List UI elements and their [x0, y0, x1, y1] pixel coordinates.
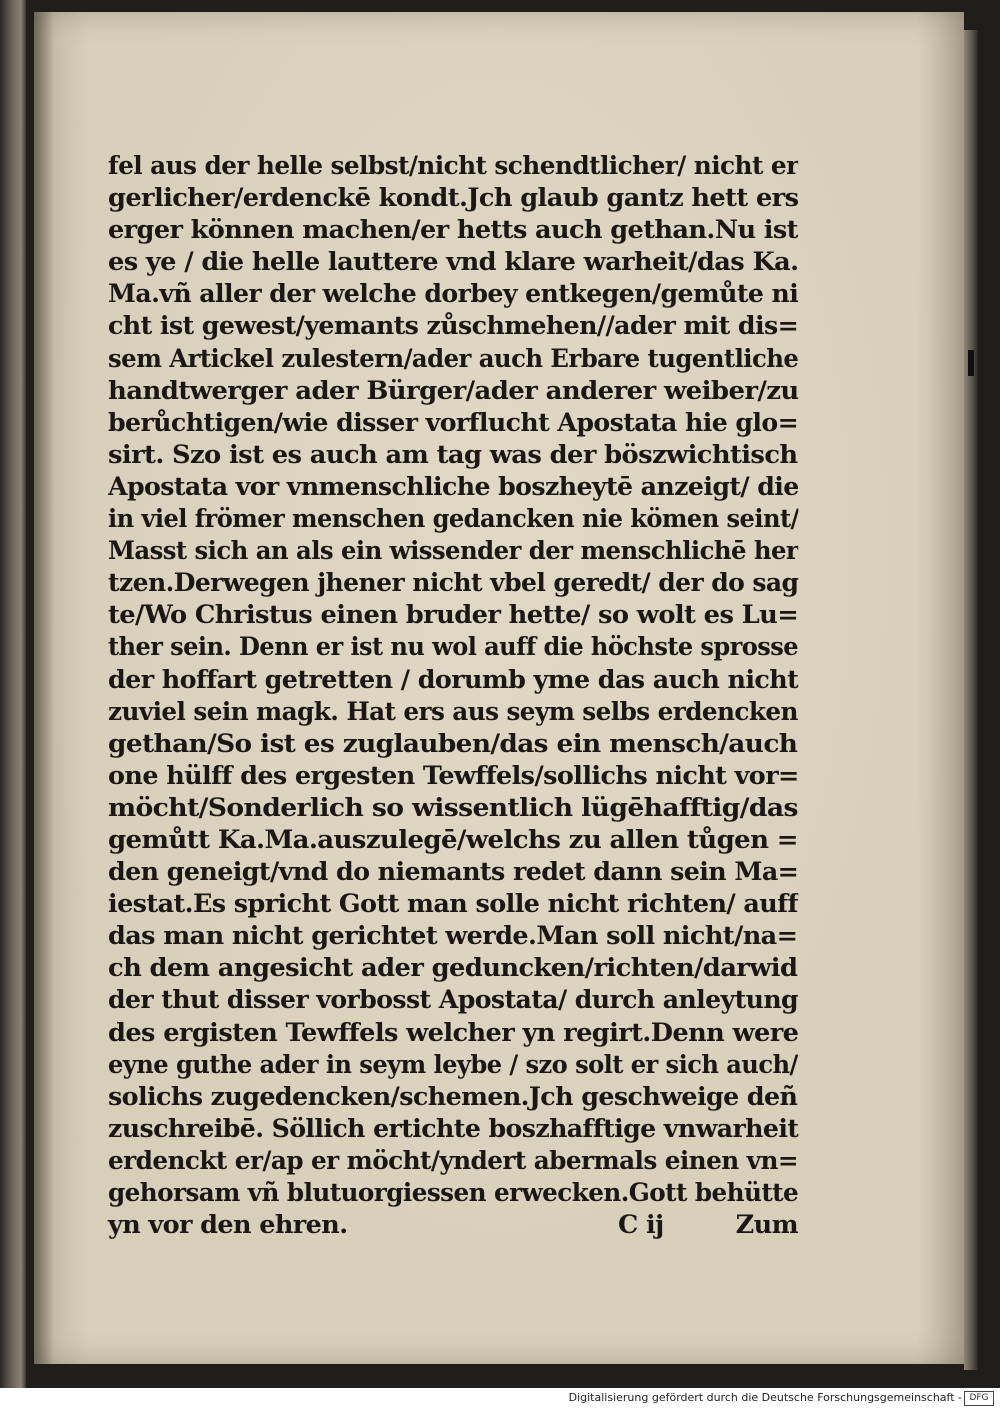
dfg-logo-icon: DFG	[964, 1391, 994, 1406]
text-line: möcht/Sonderlich so wissentlich lügēhafftig/das	[108, 792, 798, 823]
footer-credit: Digitalisierung gefördert durch die Deutsche Forschungsgemeinschaft -	[568, 1391, 962, 1404]
text-line: Apostata vor vnmenschliche boszheytē anzeigt/ die	[108, 471, 799, 502]
text-line: gehorsam vñ blutuorgiessen erwecken.Gott behütte	[108, 1178, 799, 1208]
text-line: den geneigt/vnd do niemants redet dann sein Ma=	[108, 857, 798, 888]
text-line: des ergisten Tewffels welcher yn regirt.Denn were	[108, 1017, 799, 1048]
text-line: berůchtigen/wie disser vorflucht Apostata hie glo=	[108, 407, 799, 438]
text-line: solichs zugedencken/schemen.Jch geschweige deñ	[108, 1081, 798, 1112]
last-line	[108, 1209, 798, 1241]
page-edge-mark	[968, 350, 974, 376]
text-line: handtwerger ader Bürger/ader anderer weiber/zu	[108, 375, 799, 406]
footer-bar	[0, 1388, 1000, 1408]
text-line: gethan/So ist es zuglauben/das ein mensch/auch	[108, 728, 798, 759]
text-line: erdenckt er/ap er möcht/yndert abermals einen vn=	[108, 1145, 798, 1176]
body-text	[108, 150, 798, 1241]
text-line: cht ist gewest/yemants zůschmehen//ader mit dis=	[108, 311, 798, 342]
text-line: one hülff des ergesten Tewffels/sollichs nicht vor=	[108, 760, 799, 791]
text-line: iestat.Es spricht Gott man solle nicht richten/ auff	[108, 889, 798, 920]
text-line: es ye / die helle lauttere vnd klare warheit/das Ka.	[108, 247, 799, 278]
text-line: Ma.vñ aller der welche dorbey entkegen/gemůte ni	[108, 279, 799, 310]
text-line: sem Artickel zulestern/ader auch Erbare tugentliche	[108, 343, 799, 374]
last-line-text: yn vor den ehren.	[108, 1210, 348, 1241]
text-line: eyne guthe ader in seym leybe / szo solt er sich auch/	[108, 1049, 798, 1080]
text-line: erger können machen/er hetts auch gethan.Nu ist	[108, 215, 798, 246]
text-line: Masst sich an als ein wissender der menschlichē her	[108, 536, 799, 567]
text-line: in viel frömer menschen gedancken nie kömen seint/	[108, 504, 799, 535]
left-page-edge	[0, 0, 26, 1388]
text-line: tzen.Derwegen jhener nicht vbel geredt/ der do sag	[108, 568, 799, 599]
spine-shadow	[34, 12, 54, 1364]
text-line: sirt. Szo ist es auch am tag was der böszwichtisch	[108, 439, 798, 470]
text-line: das man nicht gerichtet werde.Man soll nicht/na=	[108, 921, 798, 952]
text-line: gerlicher/erdenckē kondt.Jch glaub gantz hett ers	[108, 183, 799, 214]
catchword: Zum	[735, 1210, 798, 1241]
text-line: gemůtt Ka.Ma.auszulegē/welchs zu allen tůgen =	[108, 824, 798, 855]
text-line: zuschreibē. Söllich ertichte boszhafftige vnwarheit	[108, 1113, 799, 1144]
text-line: ther sein. Denn er ist nu wol auff die höchste sprosse	[108, 632, 799, 663]
text-line: zuviel sein magk. Hat ers aus seym selbs erdencken	[108, 696, 798, 727]
right-page-edge	[964, 30, 978, 1370]
text-line: der hoffart getretten / dorumb yme das auch nicht	[108, 664, 799, 695]
signature-mark: C ij	[617, 1210, 664, 1241]
text-line: fel aus der helle selbst/nicht schendtlicher/ nicht er	[108, 151, 799, 181]
text-line: te/Wo Christus einen bruder hette/ so wolt es Lu=	[108, 600, 799, 631]
text-line: ch dem angesicht ader geduncken/richten/darwid	[108, 953, 798, 984]
text-line: der thut disser vorbosst Apostata/ durch anleytung	[108, 985, 798, 1016]
